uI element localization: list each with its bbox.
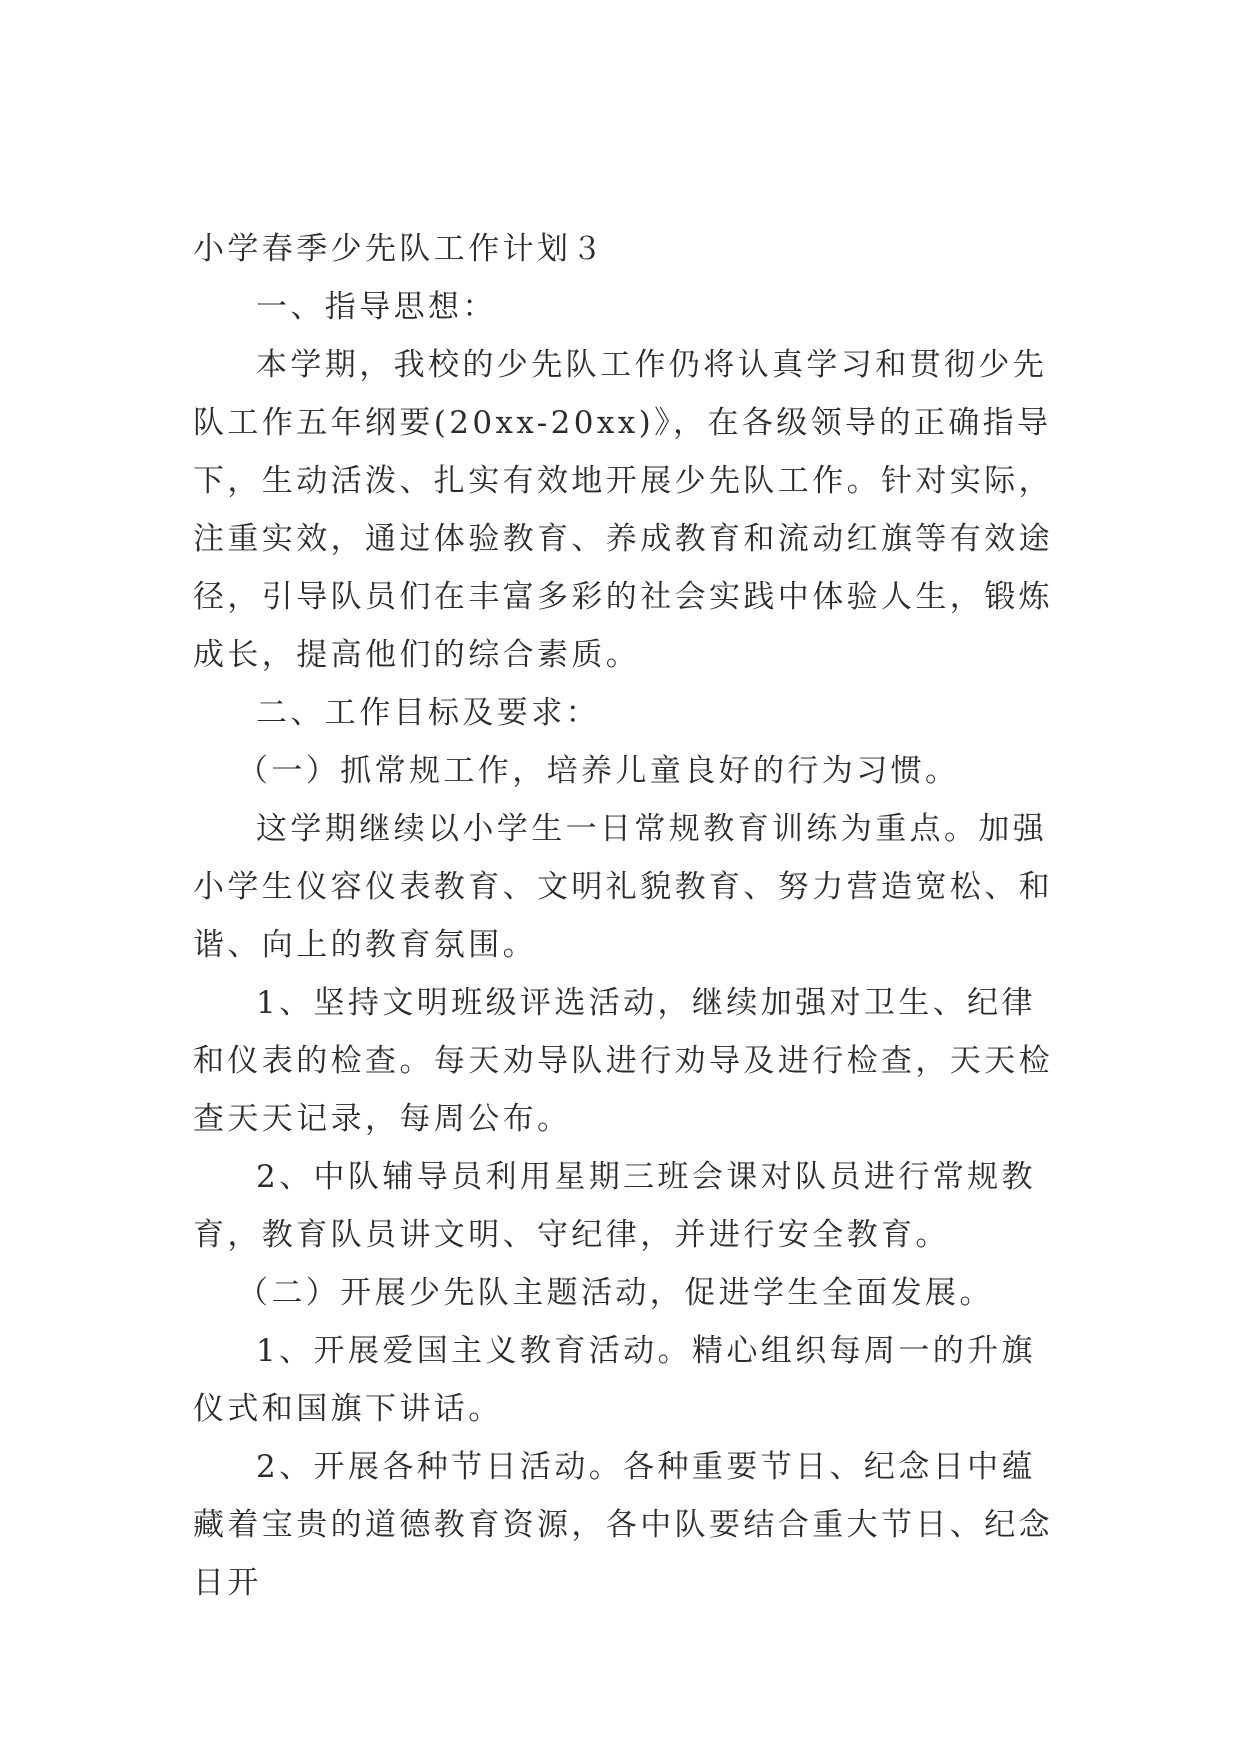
list-item-class-meeting: 2、中队辅导员利用星期三班会课对队员进行常规教育，教育队员讲文明、守纪律，并进行安全教育。 [193,1159,1036,1253]
subsection-heading-theme-activities: （二）开展少先队主题活动，促进学生全面发展。 [237,1275,994,1311]
paragraph-routine-work: 这学期继续以小学生一日常规教育训练为重点。加强小学生仪容仪表教育、文明礼貌教育、努力营造宽松、和谐、向上的教育氛围。 [193,811,1053,963]
subsection-heading-routine-work: （一）抓常规工作，培养儿童良好的行为习惯。 [237,753,960,789]
list-item-civilized-class: 1、坚持文明班级评选活动，继续加强对卫生、纪律和仪表的检查。每天劝导队进行劝导及进行检查，天天检查天天记录，每周公布。 [193,985,1053,1137]
section-heading-goals: 二、工作目标及要求： [256,695,600,731]
document-title: 小学春季少先队工作计划３ [193,231,606,267]
list-item-festival-activities: 2、开展各种节日活动。各种重要节日、纪念日中蕴藏着宝贵的道德教育资源，各中队要结合重大节日、纪念日开 [193,1449,1053,1601]
list-item-patriotic-education: 1、开展爱国主义教育活动。精心组织每周一的升旗仪式和国旗下讲话。 [193,1333,1036,1427]
document-body [193,220,1063,1612]
paragraph-guiding-ideology: 本学期，我校的少先队工作仍将认真学习和贯彻少先队工作五年纲要(20xx-20xx)》，在各级领导的正确指导下，生动活泼、扎实有效地开展少先队工作。针对实际，注重实效，通过体验教育、养成教育和流动红旗等有效途径，引导队员们在丰富多彩的社会实践中体验人生，锻炼成长，提高他们的综合素质。 [193,347,1053,673]
section-heading-guiding-ideology: 一、指导思想： [256,289,497,325]
